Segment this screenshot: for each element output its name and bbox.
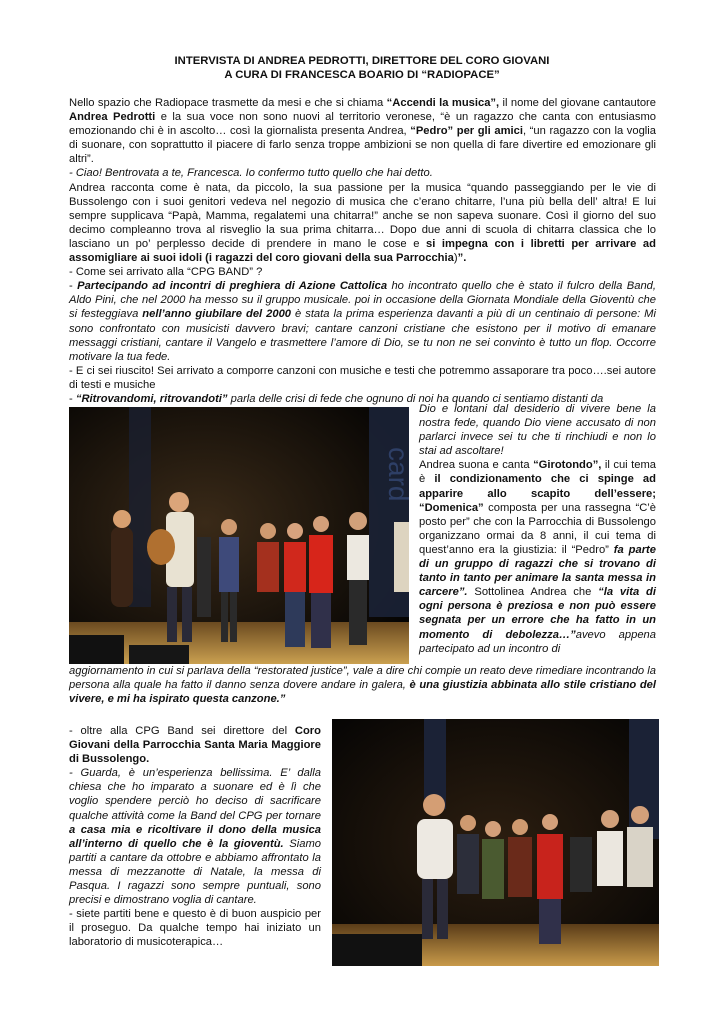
right-column-text [419,402,656,656]
left-column-text [69,724,321,950]
continuation-paragraph [69,664,656,706]
concert-photo-band [69,407,414,664]
greeting-line: - Ciao! Bentrovata a te, Francesca. Io confermo tutto quello che hai detto. [69,167,433,180]
intro-block [69,96,656,406]
continuation-text: aggiornamento in cui si parlava della “restorated justice”, vale a dire chi compie un reato deve rimediare incontrando la persona alla quale ha fatto il danno senza dovere andare in galera, è una giustizia abbinata allo stile cristiano del vivere, e mi ha ispirato questa canzone.” [69,665,657,706]
answer-2-lead: - “Ritrovandomi, ritrovandoti” parla delle crisi di fede che ognuno di noi ha quando ci sentiamo distanti da [69,392,604,405]
left-col-question: - oltre alla CPG Band sei direttore del Coro Giovani della Parrocchia Santa Maria Maggiore di Bussolengo. [69,725,321,766]
left-col-answer: - Guarda, è un’esperienza bellissima. E’ dalla chiesa che ho imparato a suonare ed è lì che voglio spendere perciò ho deciso di sacrificare qualche attività come la Band del CPG per tornare a casa mia e ricoltivare il dono della musica all’interno di quello che è la gioventù. Siamo partiti a cantare da ottobre e abbiamo affrontato la messa di mezzanotte di Natale, la messa di Pasqua. I ragazzi sono sempre puntuali, sono precisi e dimostrano voglia di cantare. [69,767,321,907]
left-col-next-question: - siete partiti bene e questo è di buon auspicio per il proseguo. Da qualche tempo hai iniziato un laboratorio di musicoterapica… [69,908,321,949]
document-title-line-2: A CURA DI FRANCESCA BOARIO DI “RADIOPACE” [224,69,500,81]
right-col-paragraph-1: Dio e lontani dal desiderio di vivere bene la nostra fede, quando Dio viene accusato di non parlarci invece sei tu che ti rinchiudi e non lo stai ad ascoltare! [419,403,656,458]
concert-photo-choir [332,719,659,966]
svg-text:card: card [383,447,414,502]
story-paragraph: Andrea racconta come è nata, da piccolo, la sua passione per la musica “quando passeggiando per le vie di Bussolengo con i suoi genitori vedeva nel negozio di musica che c’erano chitarre, l’una più bella dell’ altra! E lui sempre supplicava “Papà, Mamma, regalatemi una chitarra!” anche se non sapeva suonare. Così il giorno del suo decimo compleanno trova al risveglio la sua prima chitarra… Dopo due anni di scuola di chitarra classica che lo lasciano un po’ perplesso decide di prendere in mano le cose e si impegna con i libretti per arrivare ad assomigliare ai suoi idoli (i ragazzi del coro giovani della sua Parrocchia)”. [69,181,656,265]
question-2: - E ci sei riuscito! Sei arrivato a comporre canzoni con musiche e testi che potremmo assaporare tra poco….sei autore di testi e musiche [69,364,656,391]
concert-photo-choir-image [332,719,659,966]
intro-paragraph: Nello spazio che Radiopace trasmette da mesi e che si chiama “Accendi la musica”, il nome del giovane cantautore Andrea Pedrotti e la sua voce non sono nuovi al territorio veronese, “è un ragazzo che canta con entusiasmo emozionando chi è in ascolto… così la giornalista presenta Andrea, “Pedro” per gli amici, “un ragazzo con la voglia di suonare, con soprattutto il piacere di farlo senza troppe ambizioni se non quella di fare divertire ed emozionare gli altri”. [69,97,656,166]
right-col-paragraph-2: Andrea suona e canta “Girotondo”, il cui tema è il condizionamento che ci spinge ad apparire allo scapito dell’essere; “Domenica” composta per una rassegna “C’è posto per” che con la Parrocchia di Bussolengo organizzano ormai da 8 anni, il cui tema di quest’anno era la giustizia: il “Pedro” fa parte di un gruppo di ragazzi che si trovano di tanto in tanto per animare la santa messa in carcere”. Sottolinea Andrea che “la vita di ogni persona è preziosa e non può essere segnata per un errore che ha fatto in un momento di debolezza…”avevo appena partecipato ad un incontro di [419,459,656,655]
document-title-line-1: INTERVISTA DI ANDREA PEDROTTI, DIRETTORE DEL CORO GIOVANI [174,55,550,67]
concert-photo-band-image [69,407,414,664]
answer-1: - Partecipando ad incontri di preghiera di Azione Cattolica ho incontrato quello che è stato il fulcro della Band, Aldo Pini, che nel 2000 ha messo su il gruppo musicale. poi in occasione della Giornata Mondiale della Gioventù che si festeggiava nell’anno giubilare del 2000 è stata la prima esperienza davanti a più di un centinaio di persone: Mi sono confrontato con musicisti davvero bravi; cantare canzoni cristiane che esistono per il motivo di emanare messaggi cristiani, cantare il Vangelo e trasmettere l’amore di Dio, se tu non ne sei convinto è tutto un flop. Occorre motivare la tua fede. [69,280,657,363]
question-1: - Come sei arrivato alla “CPG BAND” ? [69,266,263,279]
